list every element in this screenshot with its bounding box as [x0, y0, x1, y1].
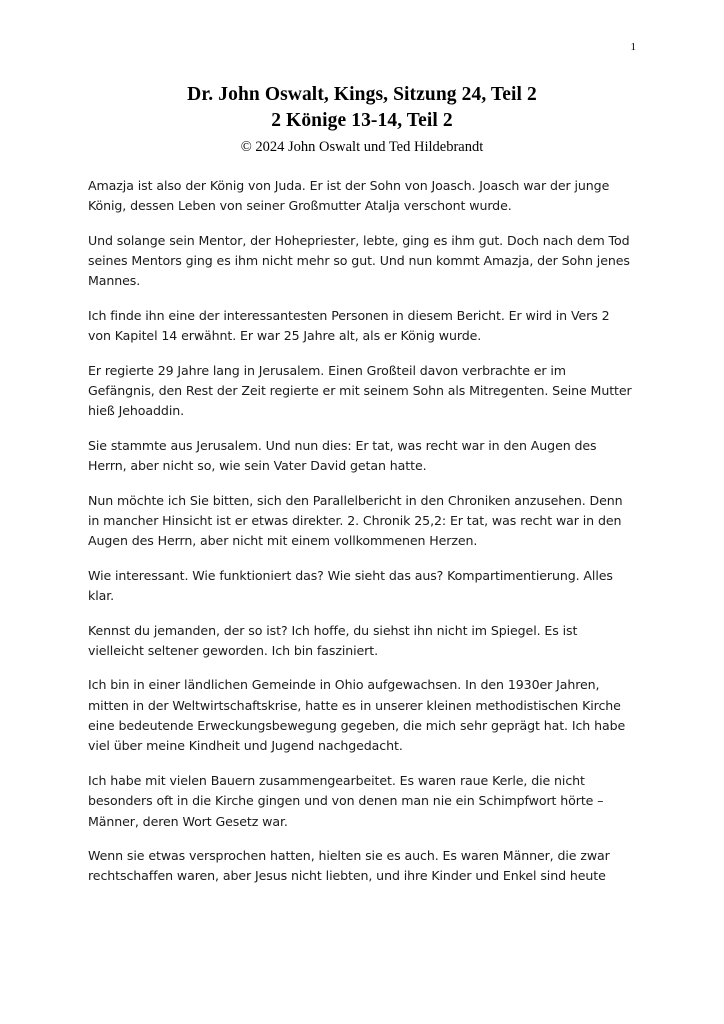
paragraph: Sie stammte aus Jerusalem. Und nun dies: Er tat, was recht war in den Augen des Herrn, aber nicht so, wie sein Vater David getan hatte. [88, 437, 597, 474]
document-body [88, 176, 636, 887]
paragraph: Er regierte 29 Jahre lang in Jerusalem. Einen Großteil davon verbrachte er im Gefängnis, den Rest der Zeit regierte er mit seinem Sohn als Mitregenten. Seine Mutter hieß Jehoaddin. [88, 362, 632, 419]
document-title-line-1: Dr. John Oswalt, Kings, Sitzung 24, Teil 2 [187, 84, 537, 105]
paragraph: Und solange sein Mentor, der Hohepriester, lebte, ging es ihm gut. Doch nach dem Tod seines Mentors ging es ihm nicht mehr so gut. Und nun kommt Amazja, der Sohn jenes Mannes. [88, 232, 630, 289]
paragraph: Kennst du jemanden, der so ist? Ich hoffe, du siehst ihn nicht im Spiegel. Es ist vielleicht seltener geworden. Ich bin fasziniert. [88, 622, 578, 658]
document-title-line-2: 2 Könige 13-14, Teil 2 [271, 109, 453, 131]
copyright-notice: © 2024 John Oswalt und Ted Hildebrandt [240, 138, 484, 155]
paragraph: Wie interessant. Wie funktioniert das? Wie sieht das aus? Kompartimentierung. Alles klar. [88, 567, 613, 604]
paragraph: Ich habe mit vielen Bauern zusammengearbeitet. Es waren raue Kerle, die nicht besonders oft in die Kirche gingen und von denen man nie ein Schimpfwort hörte – Männer, deren Wort Gesetz war. [88, 772, 604, 829]
paragraph: Ich bin in einer ländlichen Gemeinde in Ohio aufgewachsen. In den 1930er Jahren, mitten in der Weltwirtschaftskrise, hatte es in unserer kleinen methodistischen Kirche eine bedeutende Erweckungsbewegung gegeben, die mich sehr geprägt hat. Ich habe viel über meine Kindheit und Jugend nachgedacht. [88, 677, 626, 754]
paragraph: Ich finde ihn eine der interessantesten Personen in diesem Bericht. Er wird in Vers 2 von Kapitel 14 erwähnt. Er war 25 Jahre alt, als er König wurde. [88, 307, 610, 344]
page-number: 1 [630, 41, 636, 53]
paragraph: Amazja ist also der König von Juda. Er ist der Sohn von Joasch. Joasch war der junge König, dessen Leben von seiner Großmutter Atalja verschont wurde. [88, 177, 610, 214]
paragraph: Wenn sie etwas versprochen hatten, hielten sie es auch. Es waren Männer, die zwar rechtschaffen waren, aber Jesus nicht liebten, und ihre Kinder und Enkel sind heute [88, 848, 610, 884]
paragraph: Nun möchte ich Sie bitten, sich den Parallelbericht in den Chroniken anzusehen. Denn in mancher Hinsicht ist er etwas direkter. 2. Chronik 25,2: Er tat, was recht war in den Augen des Herrn, aber nicht mit einem vollkommenen Herzen. [88, 492, 623, 549]
document-title-block [88, 82, 636, 158]
